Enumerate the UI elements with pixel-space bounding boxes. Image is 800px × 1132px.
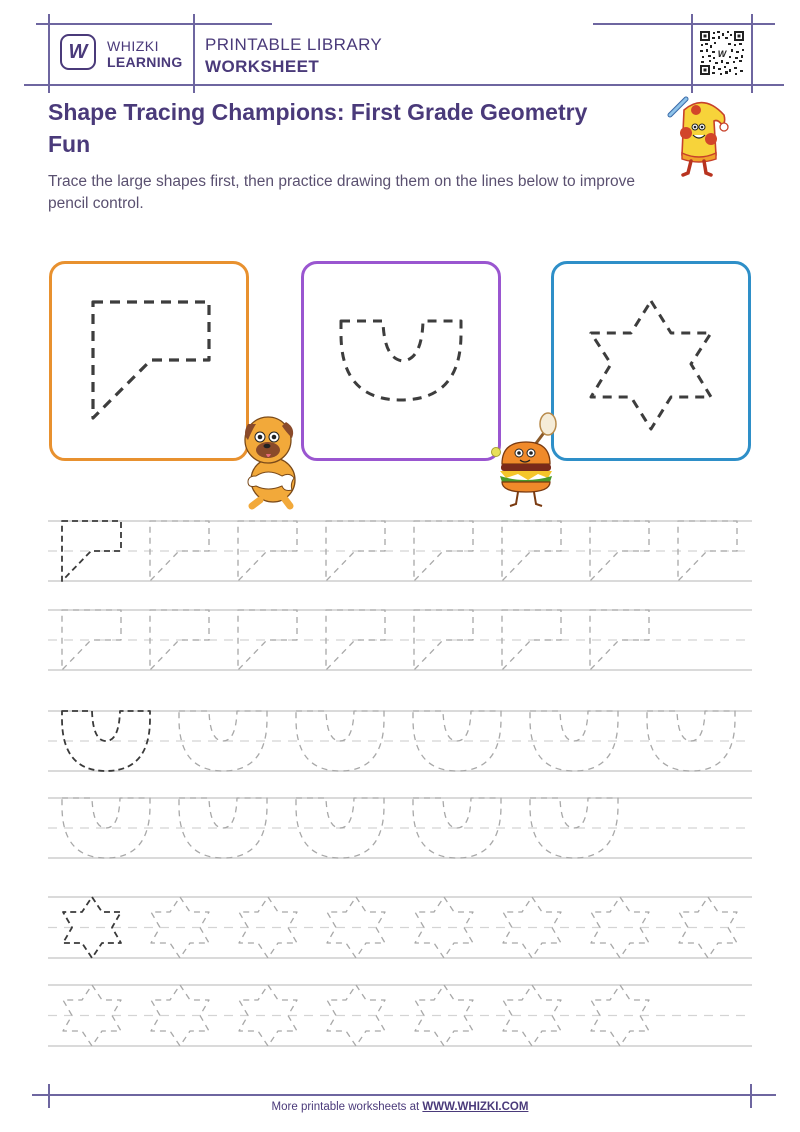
tracing-row-1[interactable] <box>48 521 752 581</box>
trace-six-point-star-shape[interactable] <box>239 897 297 958</box>
footer-text: More printable worksheets at <box>271 1101 423 1113</box>
trace-six-point-star-shape[interactable] <box>239 985 297 1046</box>
trace-six-point-star-shape[interactable] <box>415 897 473 958</box>
tracing-row-6[interactable] <box>48 985 752 1046</box>
trace-six-point-star-shape[interactable] <box>591 897 649 958</box>
worksheet-title: Shape Tracing Champions: First Grade Geometry Fun <box>48 99 588 157</box>
worksheet-instructions: Trace the large shapes first, then practice drawing them on the lines below to improve pencil control. <box>48 173 636 212</box>
svg-text:W: W <box>717 49 727 59</box>
example-six-point-star-shape[interactable] <box>63 897 121 958</box>
trace-six-point-star-shape[interactable] <box>415 985 473 1046</box>
tracing-row-4[interactable] <box>48 798 752 858</box>
footer-rule <box>32 1094 776 1096</box>
tracing-row-2[interactable] <box>48 610 752 670</box>
tracing-row-3[interactable] <box>48 711 752 771</box>
trace-u-arch-shape[interactable] <box>530 798 618 858</box>
trace-u-arch-shape[interactable] <box>530 711 618 771</box>
trace-six-point-star-shape[interactable] <box>63 985 121 1046</box>
footer <box>0 1101 800 1113</box>
tracing-row-5[interactable] <box>48 897 752 958</box>
library-label: PRINTABLE LIBRARY <box>205 35 383 54</box>
logo-letter: W <box>68 41 85 63</box>
document-type-label: WORKSHEET <box>205 57 320 76</box>
brand-name: WHIZKI <box>107 38 159 54</box>
trace-six-point-star-shape[interactable] <box>591 985 649 1046</box>
brand-subname: LEARNING <box>107 54 183 70</box>
website-link[interactable]: WWW.WHIZKI.COM <box>422 1101 529 1113</box>
